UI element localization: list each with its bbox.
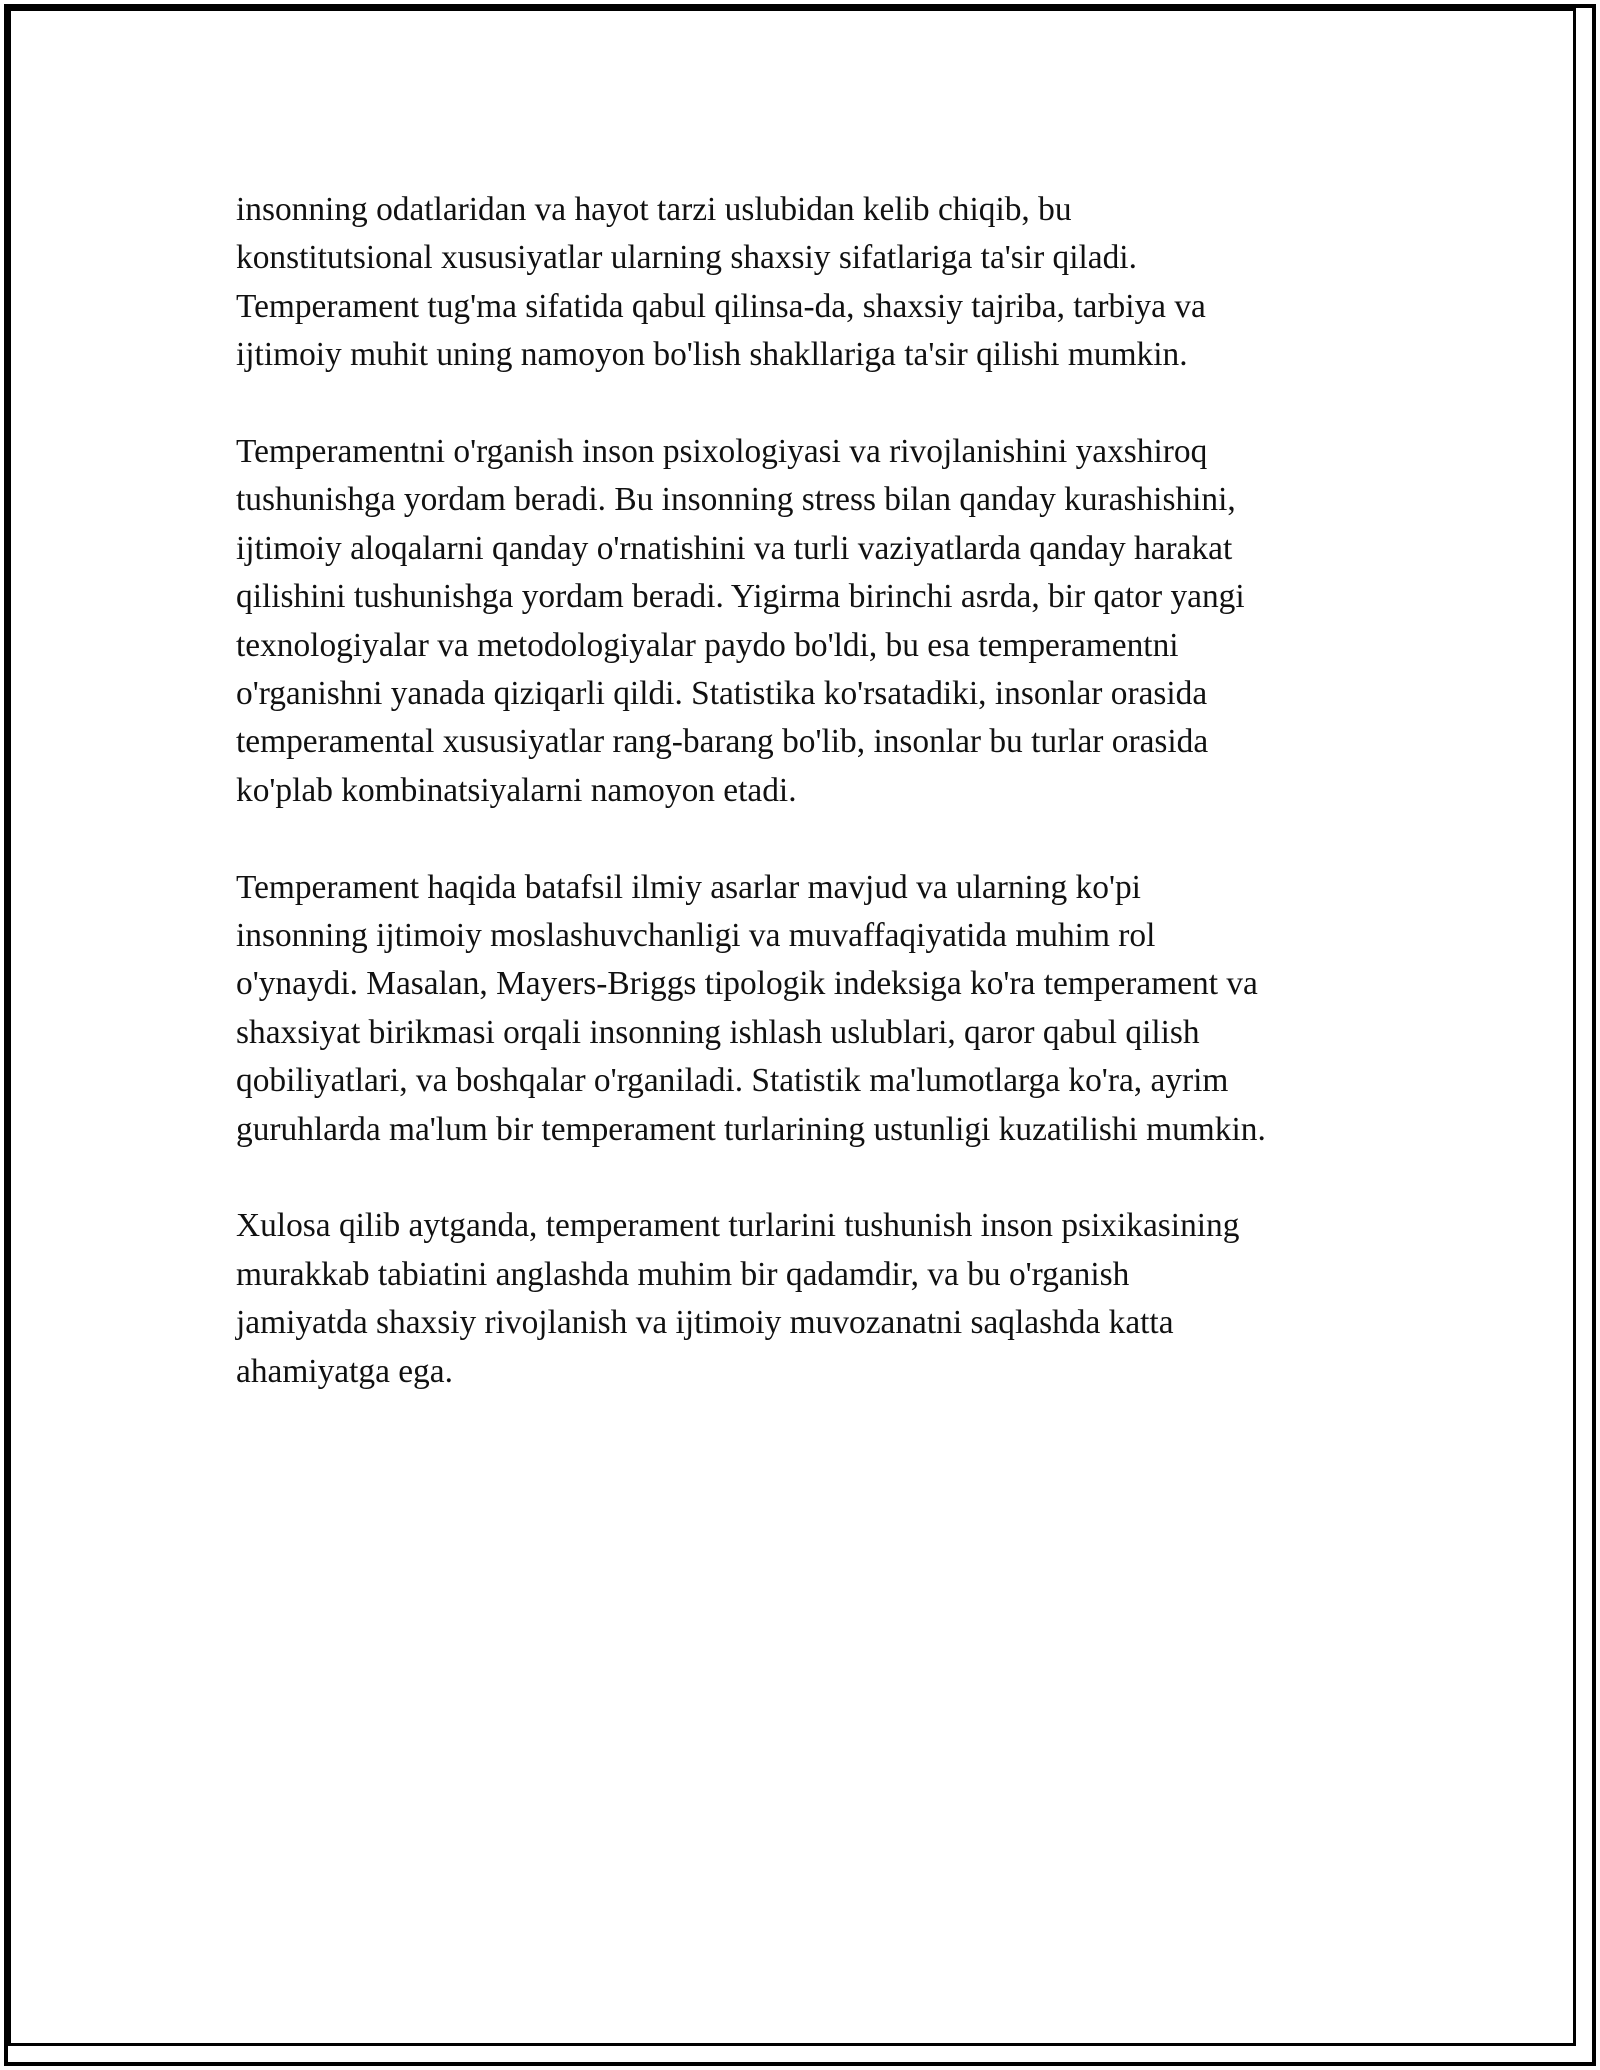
paragraph-3 xyxy=(236,864,1396,1154)
document-body xyxy=(236,186,1396,1445)
text-line: Temperament tug'ma sifatida qabul qilinsa-da, shaxsiy tajriba, tarbiya va xyxy=(236,287,1206,325)
text-line: ijtimoiy muhit uning namoyon bo'lish shakllariga ta'sir qilishi mumkin. xyxy=(236,336,1188,374)
text-line: jamiyatda shaxsiy rivojlanish va ijtimoiy muvozanatni saqlashda katta xyxy=(236,1304,1174,1342)
text-line: qilishini tushunishga yordam beradi. Yigirma birinchi asrda, bir qator yangi xyxy=(236,578,1245,616)
text-line: Xulosa qilib aytganda, temperament turlarini tushunish inson psixikasining xyxy=(236,1207,1240,1245)
text-line: ijtimoiy aloqalarni qanday o'rnatishini va turli vaziyatlarda qanday harakat xyxy=(236,529,1233,567)
text-line: Temperamentni o'rganish inson psixologiyasi va rivojlanishini yaxshiroq xyxy=(236,433,1208,471)
text-line: guruhlarda ma'lum bir temperament turlarining ustunligi kuzatilishi mumkin. xyxy=(236,1110,1266,1148)
paragraph-2 xyxy=(236,428,1396,815)
text-line: shaxsiyat birikmasi orqali insonning ishlash uslublari, qaror qabul qilish xyxy=(236,1013,1200,1051)
text-line: Temperament haqida batafsil ilmiy asarlar mavjud va ularning ko'pi xyxy=(236,868,1141,906)
text-line: temperamental xususiyatlar rang-barang bo'lib, insonlar bu turlar orasida xyxy=(236,723,1209,761)
text-line: ko'plab kombinatsiyalarni namoyon etadi. xyxy=(236,771,797,809)
paragraph-1 xyxy=(236,186,1396,380)
paragraph-4 xyxy=(236,1202,1396,1396)
text-line: o'ynaydi. Masalan, Mayers-Briggs tipologik indeksiga ko'ra temperament va xyxy=(236,965,1258,1003)
text-line: murakkab tabiatini anglashda muhim bir qadamdir, va bu o'rganish xyxy=(236,1255,1130,1293)
text-line: insonning ijtimoiy moslashuvchanligi va muvaffaqiyatida muhim rol xyxy=(236,917,1156,955)
text-line: texnologiyalar va metodologiyalar paydo bo'ldi, bu esa temperamentni xyxy=(236,626,1179,664)
text-line: tushunishga yordam beradi. Bu insonning stress bilan qanday kurashishini, xyxy=(236,481,1236,519)
text-line: ahamiyatga ega. xyxy=(236,1352,453,1390)
text-line: insonning odatlaridan va hayot tarzi uslubidan kelib chiqib, bu xyxy=(236,191,1072,228)
text-line: o'rganishni yanada qiziqarli qildi. Statistika ko'rsatadiki, insonlar orasida xyxy=(236,675,1208,713)
text-line: konstitutsional xususiyatlar ularning shaxsiy sifatlariga ta'sir qiladi. xyxy=(236,239,1137,277)
text-line: qobiliyatlari, va boshqalar o'rganiladi. Statistik ma'lumotlarga ko'ra, ayrim xyxy=(236,1062,1229,1100)
